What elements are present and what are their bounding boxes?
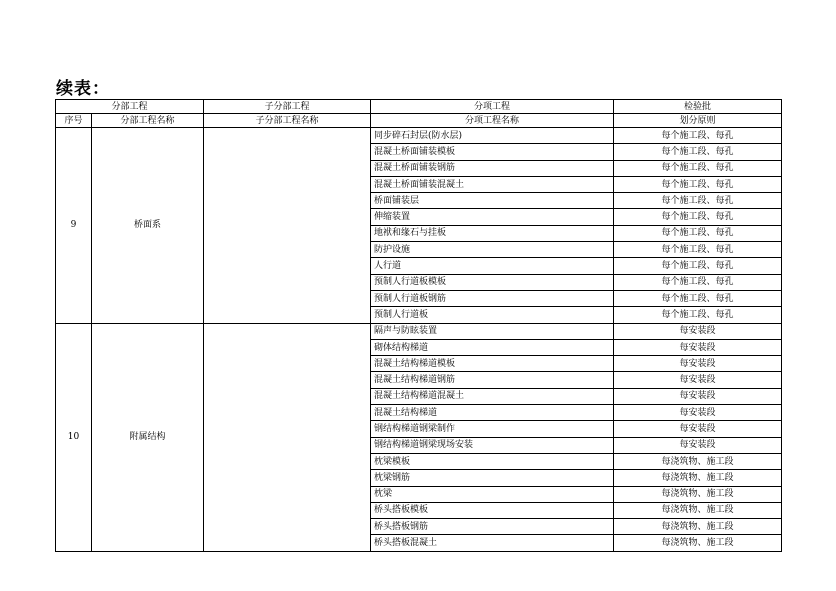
division-principle-cell: 每个施工段、每孔	[614, 128, 782, 144]
table-row	[56, 323, 782, 339]
division-principle-cell: 每个施工段、每孔	[614, 144, 782, 160]
header-subitem-name: 分项工程名称	[371, 114, 614, 128]
subitem-name-cell: 防护设施	[371, 242, 614, 258]
group-division-name: 桥面系	[92, 128, 204, 324]
subitem-name-cell: 混凝土结构梯道模板	[371, 356, 614, 372]
subitem-name-cell: 预制人行道板钢筋	[371, 290, 614, 306]
division-principle-cell: 每个施工段、每孔	[614, 225, 782, 241]
subitem-name-cell: 混凝土桥面铺装混凝土	[371, 176, 614, 192]
division-principle-cell: 每个施工段、每孔	[614, 242, 782, 258]
header-seq: 序号	[56, 114, 92, 128]
subitem-name-cell: 桥面铺装层	[371, 193, 614, 209]
header-subdivision-name: 子分部工程名称	[204, 114, 371, 128]
subitem-name-cell: 砌体结构梯道	[371, 339, 614, 355]
header-subitem: 分项工程	[371, 100, 614, 114]
division-principle-cell: 每个施工段、每孔	[614, 290, 782, 306]
division-principle-cell: 每安装段	[614, 339, 782, 355]
division-principle-cell: 每个施工段、每孔	[614, 176, 782, 192]
subitem-name-cell: 桥头搭板混凝土	[371, 535, 614, 551]
group-seq: 10	[56, 323, 92, 551]
subitem-name-cell: 混凝土结构梯道钢筋	[371, 372, 614, 388]
table-row	[56, 128, 782, 144]
header-inspection-lot: 检验批	[614, 100, 782, 114]
header-division-principle: 划分原则	[614, 114, 782, 128]
subitem-name-cell: 同步碎石封层(防水层)	[371, 128, 614, 144]
division-principle-cell: 每浇筑物、施工段	[614, 519, 782, 535]
page-title: 续表：	[56, 79, 110, 99]
subitem-name-cell: 预制人行道板模板	[371, 274, 614, 290]
subitem-name-cell: 地袱和缘石与挂板	[371, 225, 614, 241]
division-principle-cell: 每个施工段、每孔	[614, 193, 782, 209]
division-principle-cell: 每安装段	[614, 437, 782, 453]
group-division-name: 附属结构	[92, 323, 204, 551]
division-principle-cell: 每浇筑物、施工段	[614, 535, 782, 551]
group-subdivision-name	[204, 323, 371, 551]
division-principle-cell: 每安装段	[614, 388, 782, 404]
header-subdivision: 子分部工程	[204, 100, 371, 114]
division-principle-cell: 每个施工段、每孔	[614, 209, 782, 225]
inspection-division-table	[55, 99, 782, 552]
subitem-name-cell: 混凝土桥面铺装模板	[371, 144, 614, 160]
division-principle-cell: 每浇筑物、施工段	[614, 486, 782, 502]
subitem-name-cell: 枕梁钢筋	[371, 470, 614, 486]
subitem-name-cell: 枕梁	[371, 486, 614, 502]
division-principle-cell: 每安装段	[614, 356, 782, 372]
division-principle-cell: 每浇筑物、施工段	[614, 470, 782, 486]
subitem-name-cell: 隔声与防眩装置	[371, 323, 614, 339]
subitem-name-cell: 混凝土结构梯道混凝土	[371, 388, 614, 404]
header-row-bottom	[56, 114, 782, 128]
subitem-name-cell: 桥头搭板钢筋	[371, 519, 614, 535]
division-principle-cell: 每安装段	[614, 372, 782, 388]
subitem-name-cell: 混凝土桥面铺装钢筋	[371, 160, 614, 176]
subitem-name-cell: 人行道	[371, 258, 614, 274]
subitem-name-cell: 枕梁模板	[371, 453, 614, 469]
division-principle-cell: 每浇筑物、施工段	[614, 453, 782, 469]
header-row-top	[56, 100, 782, 114]
subitem-name-cell: 预制人行道板	[371, 307, 614, 323]
division-principle-cell: 每个施工段、每孔	[614, 307, 782, 323]
subitem-name-cell: 钢结构梯道钢梁现场安装	[371, 437, 614, 453]
division-principle-cell: 每个施工段、每孔	[614, 160, 782, 176]
subitem-name-cell: 伸缩装置	[371, 209, 614, 225]
division-principle-cell: 每个施工段、每孔	[614, 274, 782, 290]
subitem-name-cell: 混凝土结构梯道	[371, 405, 614, 421]
subitem-name-cell: 桥头搭板模板	[371, 502, 614, 518]
group-subdivision-name	[204, 128, 371, 324]
header-division-name: 分部工程名称	[92, 114, 204, 128]
division-principle-cell: 每安装段	[614, 323, 782, 339]
division-principle-cell: 每安装段	[614, 405, 782, 421]
division-principle-cell: 每浇筑物、施工段	[614, 502, 782, 518]
header-division: 分部工程	[56, 100, 204, 114]
division-principle-cell: 每安装段	[614, 421, 782, 437]
group-seq: 9	[56, 128, 92, 324]
division-principle-cell: 每个施工段、每孔	[614, 258, 782, 274]
subitem-name-cell: 钢结构梯道钢梁制作	[371, 421, 614, 437]
